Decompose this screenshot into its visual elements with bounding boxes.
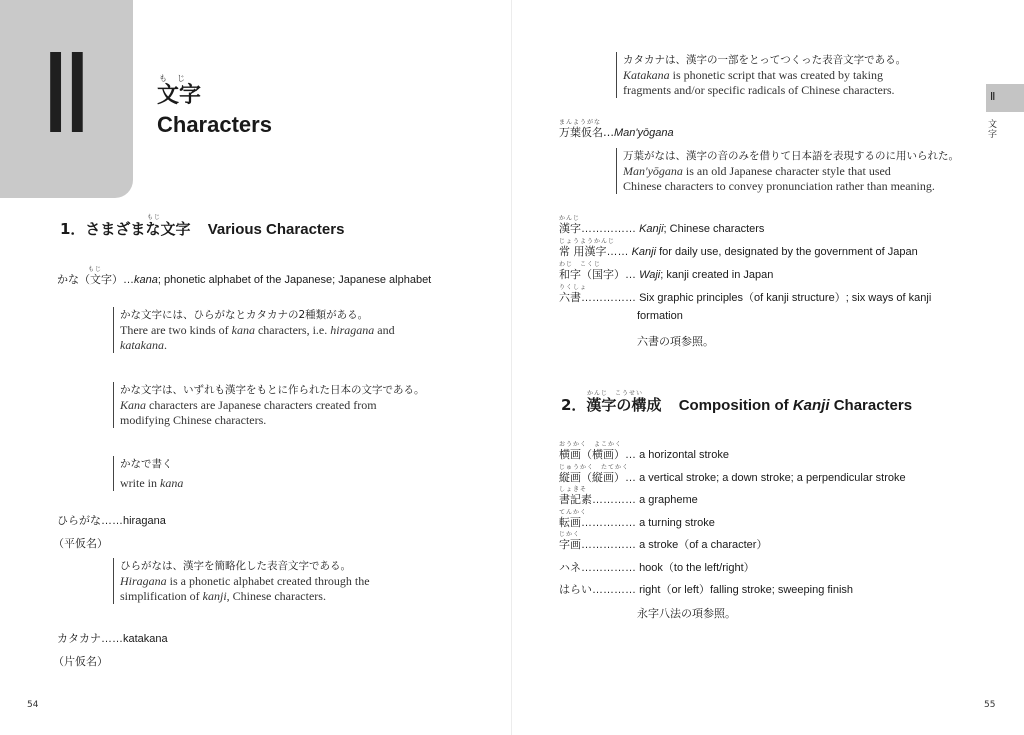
note-kana-origin-en1 bbox=[120, 398, 425, 413]
definition-italic: Waji bbox=[639, 269, 661, 281]
chapter-title-ja bbox=[157, 73, 201, 108]
definition-term: 常 用漢字 bbox=[559, 245, 607, 258]
side-tab-label: 文字 bbox=[988, 120, 998, 140]
katakana-kanji: （片仮名） bbox=[53, 655, 108, 668]
defs1-reference: 六書の項参照。 bbox=[637, 335, 714, 348]
chapter-numeral: Ⅱ bbox=[39, 34, 94, 156]
chapter-side-tab bbox=[986, 84, 1024, 112]
note-italic: Hiragana bbox=[120, 574, 167, 588]
definition-row bbox=[559, 559, 755, 575]
note-text: write in bbox=[120, 476, 160, 490]
definition-ruby: じかく bbox=[559, 531, 581, 538]
definition-italic: Kanji bbox=[631, 246, 657, 258]
definition-ruby: じゅうかく たてかく bbox=[559, 463, 630, 471]
side-tab-numeral: Ⅱ bbox=[990, 91, 996, 103]
definition-leader: …………… bbox=[581, 223, 640, 235]
definition-term: 書記素 bbox=[559, 493, 592, 506]
note-kana-origin-ja: かな文字は、いずれも漢字をもとに作られた日本の文字である。 bbox=[120, 384, 425, 396]
definition-term: 横画（横画） bbox=[559, 448, 625, 461]
note-text: is an old Japanese character style that used bbox=[682, 164, 891, 178]
section1-heading bbox=[60, 218, 344, 239]
note-write-kana-en bbox=[120, 476, 183, 491]
kana-entry bbox=[57, 271, 431, 287]
note-text: There are two kinds of bbox=[120, 323, 232, 337]
note-italic: Kana bbox=[120, 398, 147, 412]
definition-leader: … bbox=[625, 449, 640, 461]
section1-title-ja: 1．さまざまな文字 bbox=[60, 220, 191, 238]
note-italic: kanji bbox=[202, 589, 227, 603]
note-text: is phonetic script that was created by taking bbox=[669, 68, 883, 82]
note-katakana-en1 bbox=[623, 68, 906, 83]
definition-row bbox=[559, 514, 715, 530]
manyogana-ruby: まんようがな bbox=[559, 119, 602, 126]
section2-title-italic: Kanji bbox=[792, 397, 830, 414]
definition-row bbox=[559, 243, 918, 259]
definition-leader: …………… bbox=[581, 292, 640, 304]
definition-text: a stroke（of a character） bbox=[639, 539, 768, 551]
manyogana-head: 万葉仮名… bbox=[559, 126, 614, 139]
definition-row bbox=[559, 536, 767, 552]
section2-ruby: かんじ こうせい bbox=[587, 390, 644, 397]
note-italic: katakana bbox=[120, 338, 164, 352]
definition-leader: ………… bbox=[592, 584, 640, 596]
definition-ruby: おうかく よこかく bbox=[559, 441, 623, 448]
definition-term: 六書 bbox=[559, 291, 581, 304]
definition-row bbox=[559, 446, 729, 462]
definition-text: ; Chinese characters bbox=[663, 223, 765, 235]
note-write-kana-ja: かなで書く bbox=[120, 458, 173, 470]
definition-term: 漢字 bbox=[559, 222, 581, 235]
note-katakana-ja: カタカナは、漢字の一部をとってつくった表音文字である。 bbox=[623, 54, 907, 66]
definition-italic: Kanji bbox=[639, 223, 664, 235]
definition-term: はらい bbox=[559, 583, 592, 596]
note-italic: hiragana bbox=[330, 323, 375, 337]
definition-term: ハネ bbox=[559, 560, 581, 574]
page-number-left: 54 bbox=[27, 700, 39, 710]
note-hiragana-en2 bbox=[120, 589, 370, 604]
note-manyogana-ja: 万葉がなは、漢字の音のみを借りて日本語を表現するのに用いられた。 bbox=[623, 150, 959, 162]
kana-term: kana bbox=[134, 274, 158, 286]
kana-head: かな（文字）… bbox=[57, 274, 134, 286]
definition-ruby: しょきそ bbox=[559, 486, 588, 493]
katakana-entry: カタカナ……katakana bbox=[57, 633, 168, 645]
note-kana-types-ja: かな文字には、ひらがなとカタカナの2種類がある。 bbox=[120, 309, 369, 321]
hiragana-kanji: （平仮名） bbox=[53, 537, 108, 550]
manyogana-entry bbox=[559, 124, 674, 140]
hiragana-entry: ひらがな……hiragana bbox=[57, 515, 166, 527]
definition-text: a grapheme bbox=[639, 494, 698, 506]
definition-row bbox=[559, 220, 764, 236]
definition-leader: … bbox=[625, 269, 640, 281]
defs2-reference: 永字八法の項参照。 bbox=[637, 607, 736, 620]
definition-row bbox=[559, 469, 906, 485]
definition-ruby: りくしょ bbox=[559, 284, 588, 291]
note-manyogana-en2: Chinese characters to convey pronunciation rather than meaning. bbox=[623, 179, 935, 193]
note-write-kana bbox=[113, 456, 183, 491]
definition-term: 和字（国字） bbox=[559, 268, 625, 281]
note-katakana bbox=[616, 52, 906, 98]
defs1-continuation: formation bbox=[637, 310, 683, 322]
note-italic: kana bbox=[231, 323, 255, 337]
note-text: . bbox=[164, 338, 167, 352]
note-italic: Man'yōgana bbox=[623, 164, 683, 178]
note-text: and bbox=[374, 323, 395, 337]
definition-ruby: てんかく bbox=[559, 508, 588, 516]
definition-row bbox=[559, 491, 698, 507]
page-gutter bbox=[511, 0, 512, 735]
definition-ruby: じょうようかんじ bbox=[559, 238, 616, 245]
definition-text: ; kanji created in Japan bbox=[660, 269, 774, 281]
kana-def: ; phonetic alphabet of the Japanese; Japanese alphabet bbox=[157, 274, 432, 286]
definition-row bbox=[559, 581, 853, 597]
note-italic: kana bbox=[160, 476, 184, 490]
section1-ruby: もじ bbox=[147, 214, 162, 221]
section2-title-text: Composition of bbox=[678, 397, 793, 414]
note-text: characters are Japanese characters created from bbox=[146, 398, 377, 412]
note-text: simplification of bbox=[120, 589, 203, 603]
definition-leader: … bbox=[625, 471, 640, 484]
note-kana-types-en1 bbox=[120, 323, 395, 338]
note-kana-types-en2 bbox=[120, 338, 395, 353]
page-number-right: 55 bbox=[984, 700, 996, 710]
note-text: , Chinese characters. bbox=[226, 589, 326, 603]
section2-title-ja: 2．漢字の構成 bbox=[561, 396, 662, 414]
definition-text: right（or left）falling stroke; sweeping finish bbox=[639, 584, 854, 596]
kana-ruby: もじ bbox=[88, 266, 103, 273]
definition-row bbox=[559, 266, 773, 282]
definition-text: a vertical stroke; a down stroke; a perpendicular stroke bbox=[639, 471, 906, 484]
section2-title-en bbox=[679, 397, 912, 414]
section1-title-en: Various Characters bbox=[207, 221, 345, 238]
note-katakana-en2: fragments and/or specific radicals of Chinese characters. bbox=[623, 83, 895, 97]
chapter-title-ruby: もじ bbox=[159, 74, 195, 83]
definition-term: 転画 bbox=[559, 515, 581, 529]
chapter-title-en: Characters bbox=[157, 112, 272, 137]
section2-title-text: Characters bbox=[829, 397, 913, 414]
definition-leader: …………… bbox=[581, 516, 640, 529]
definition-text: for daily use, designated by the government of Japan bbox=[656, 246, 918, 258]
note-hiragana bbox=[113, 558, 370, 604]
definition-text: Six graphic principles（of kanji structure）; six ways of kanji bbox=[639, 292, 932, 304]
note-manyogana bbox=[616, 148, 959, 194]
definition-leader: …… bbox=[606, 246, 632, 258]
note-italic: Katakana bbox=[623, 68, 670, 82]
definition-ruby: わじ こくじ bbox=[559, 261, 602, 268]
note-kana-origin bbox=[113, 382, 425, 428]
manyogana-term: Man'yōgana bbox=[614, 127, 674, 139]
definition-term: 字画 bbox=[559, 538, 581, 551]
definition-leader: …………… bbox=[581, 539, 640, 551]
definition-leader: ………… bbox=[592, 494, 640, 506]
definition-text: a horizontal stroke bbox=[639, 449, 729, 461]
definition-ruby: かんじ bbox=[559, 215, 581, 222]
note-hiragana-ja: ひらがなは、漢字を簡略化した表音文字である。 bbox=[120, 560, 351, 572]
note-hiragana-en1 bbox=[120, 574, 370, 589]
note-text: is a phonetic alphabet created through the bbox=[166, 574, 370, 588]
chapter-title-main: 文字 bbox=[157, 83, 202, 108]
definition-term: 縦画（縦画） bbox=[559, 470, 625, 484]
section2-heading bbox=[561, 394, 912, 415]
note-kana-types bbox=[113, 307, 395, 353]
chapter-tab bbox=[0, 0, 133, 198]
definition-leader: …………… bbox=[581, 561, 640, 574]
definition-row bbox=[559, 289, 931, 305]
note-text: characters, i.e. bbox=[254, 323, 331, 337]
definition-text: a turning stroke bbox=[639, 516, 715, 529]
note-kana-origin-en2: modifying Chinese characters. bbox=[120, 413, 267, 427]
note-manyogana-en1 bbox=[623, 164, 959, 179]
definition-text: hook（to the left/right） bbox=[639, 561, 755, 574]
